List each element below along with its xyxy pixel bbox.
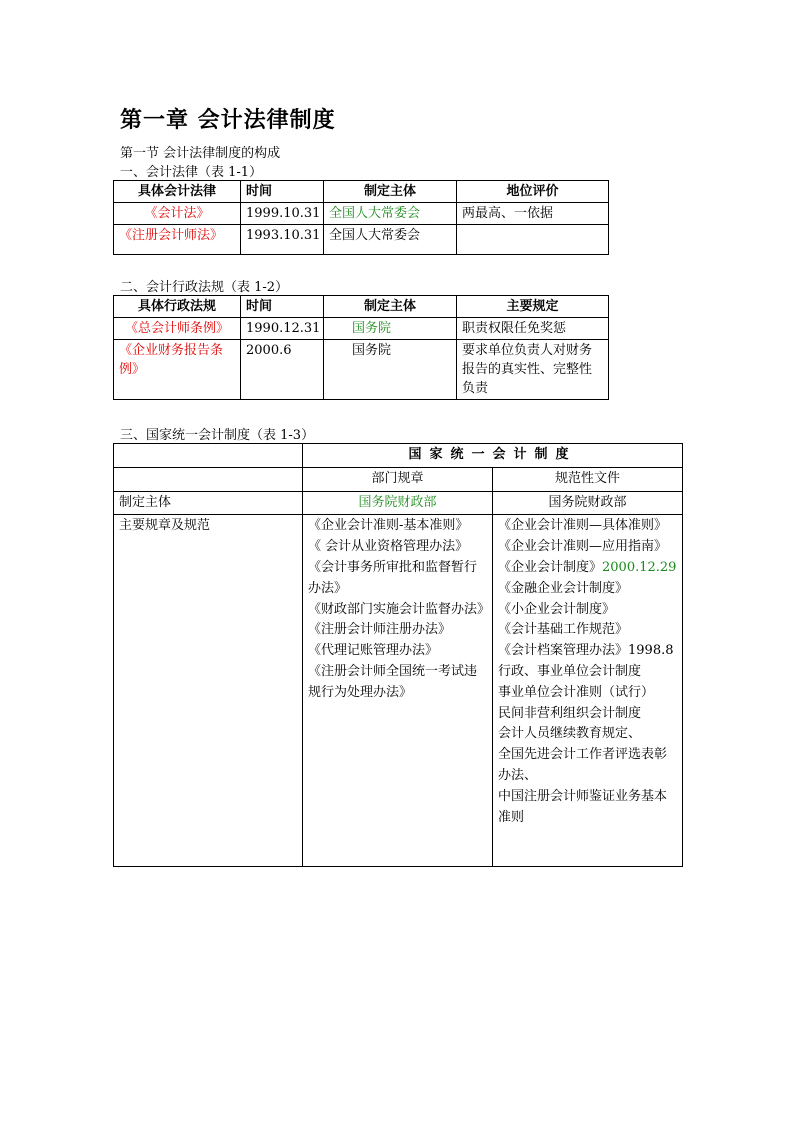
table1-header-maker: 制定主体 <box>324 181 457 203</box>
list-item-text: 《会计基础工作规范》 <box>498 622 629 638</box>
regulation-note: 要求单位负责人对财务报告的真实性、完整性负责 <box>457 340 609 400</box>
table3-caption: 三、国家统一会计制度（表 1-3） <box>120 428 315 443</box>
list-item-text: 《会计档案管理办法》 <box>498 643 629 659</box>
list-item <box>498 745 677 787</box>
list-item <box>498 641 677 662</box>
law-note <box>457 225 609 255</box>
law-name: 《会计法》 <box>114 203 241 225</box>
table-row <box>114 203 609 225</box>
rules-list <box>303 515 493 867</box>
section-title: 第一节 会计法律制度的构成 <box>120 146 281 161</box>
table3-subheader-docs: 规范性文件 <box>493 467 683 491</box>
list-item-date: 2000.12.29 <box>602 559 677 575</box>
list-item: 《注册会计师全国统一考试违规行为处理办法》 <box>308 663 478 700</box>
table2-caption: 二、会计行政法规（表 1-2） <box>120 280 289 295</box>
list-item <box>498 787 677 829</box>
law-maker: 全国人大常委会 <box>324 225 457 255</box>
law-note: 两最高、一依据 <box>457 203 609 225</box>
table-row <box>114 515 683 867</box>
list-item <box>498 724 677 745</box>
regulation-date: 2000.6 <box>241 340 324 400</box>
row-label-rules: 主要规章及规范 <box>114 515 303 867</box>
list-item-text: 《金融企业会计制度》 <box>498 580 629 596</box>
regulation-name: 《总会计师条例》 <box>114 318 241 340</box>
regulation-maker: 国务院 <box>324 318 457 340</box>
table3-subheader-row <box>114 467 683 491</box>
docs-list <box>493 515 683 867</box>
list-item-text: 事业单位会计准则（试行） <box>498 684 655 700</box>
list-item <box>498 620 677 641</box>
maker-rules: 国务院财政部 <box>303 491 493 515</box>
list-item-text: 行政、事业单位会计制度 <box>498 663 642 679</box>
table1-header-date: 时间 <box>241 181 324 203</box>
list-item <box>498 558 677 579</box>
list-item <box>498 662 677 683</box>
regulation-name: 《企业财务报告条例》 <box>114 340 241 400</box>
list-item-text: 中国注册会计师鉴证业务基本准则 <box>498 788 668 825</box>
chapter-title: 第一章 会计法律制度 <box>120 108 336 133</box>
list-item: 《注册会计师注册办法》 <box>308 622 452 638</box>
list-item: 《财政部门实施会计监督办法》 <box>308 601 491 617</box>
table-row <box>114 225 609 255</box>
table3-group-row <box>114 444 683 468</box>
law-maker: 全国人大常委会 <box>324 203 457 225</box>
table1-header-row <box>114 181 609 203</box>
table2-header-maker: 制定主体 <box>324 296 457 318</box>
list-item <box>498 579 677 600</box>
table3 <box>113 443 683 867</box>
table-row <box>114 340 609 400</box>
table2-header-row <box>114 296 609 318</box>
list-item: 《代理记账管理办法》 <box>308 643 439 659</box>
row-label-maker: 制定主体 <box>114 491 303 515</box>
table3-group-header: 国家统一会计制度 <box>303 444 683 468</box>
law-date: 1993.10.31 <box>241 225 324 255</box>
list-item-text: 民间非营利组织会计制度 <box>498 705 642 721</box>
list-item-text: 《企业会计准则—具体准则》 <box>498 518 668 534</box>
table2 <box>113 295 609 400</box>
maker-docs: 国务院财政部 <box>493 491 683 515</box>
list-item <box>498 537 677 558</box>
regulation-maker: 国务院 <box>324 340 457 400</box>
table-row <box>114 491 683 515</box>
list-item-date: 1998.8 <box>628 643 674 659</box>
law-date: 1999.10.31 <box>241 203 324 225</box>
table1-header-law: 具体会计法律 <box>114 181 241 203</box>
list-item: 《企业会计准则-基本准则》 <box>308 518 469 534</box>
table2-header-note: 主要规定 <box>457 296 609 318</box>
regulation-date: 1990.12.31 <box>241 318 324 340</box>
list-item-text: 全国先进会计工作者评选表彰办法、 <box>498 747 668 783</box>
list-item-text: 《小企业会计制度》 <box>498 601 616 617</box>
list-item <box>498 516 677 537</box>
list-item <box>498 704 677 725</box>
table3-subheader-rules: 部门规章 <box>303 467 493 491</box>
table2-header-law: 具体行政法规 <box>114 296 241 318</box>
list-item <box>498 683 677 704</box>
list-item: 《会计事务所审批和监督暂行办法》 <box>308 559 478 596</box>
table1 <box>113 180 609 255</box>
law-name: 《注册会计师法》 <box>114 225 241 255</box>
list-item-text: 《企业会计准则—应用指南》 <box>498 539 668 555</box>
empty-cell <box>114 467 303 491</box>
table2-header-date: 时间 <box>241 296 324 318</box>
table-row <box>114 318 609 340</box>
table1-caption: 一、会计法律（表 1-1） <box>120 165 263 180</box>
list-item: 《 会计从业资格管理办法》 <box>308 539 469 555</box>
list-item-text: 会计人员继续教育规定、 <box>498 726 642 742</box>
regulation-note: 职责权限任免奖惩 <box>457 318 609 340</box>
table1-header-note: 地位评价 <box>457 181 609 203</box>
list-item <box>498 600 677 621</box>
list-item-text: 《企业会计制度》 <box>498 559 603 575</box>
empty-cell <box>114 444 303 468</box>
